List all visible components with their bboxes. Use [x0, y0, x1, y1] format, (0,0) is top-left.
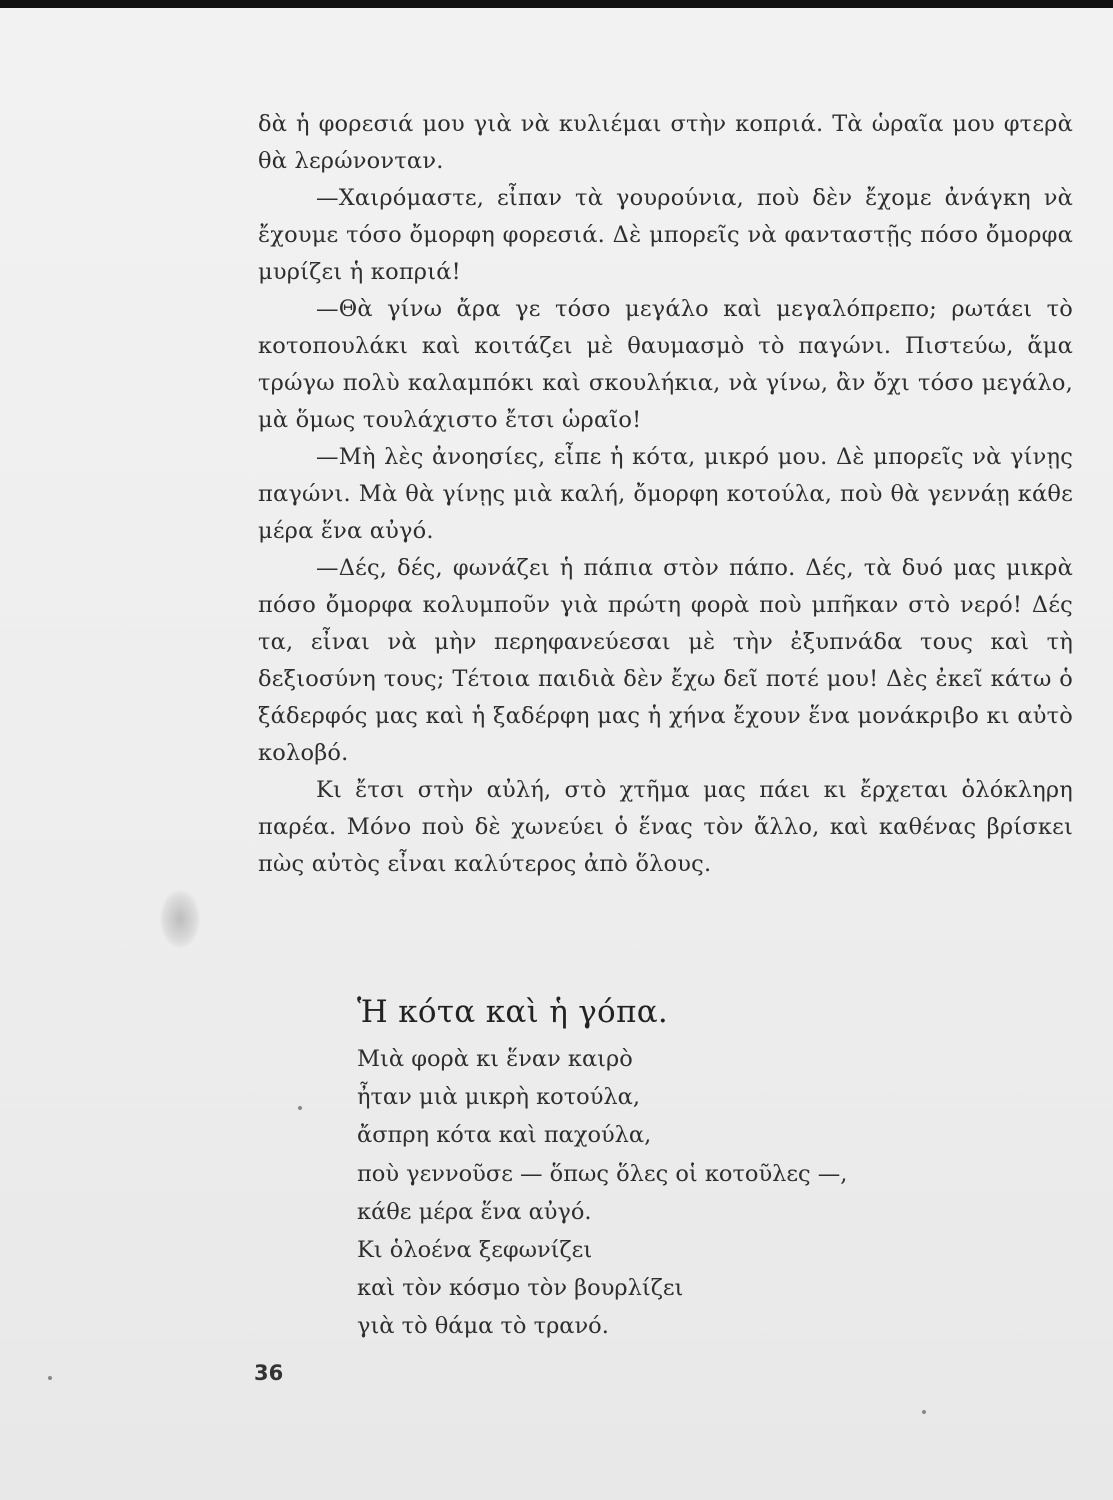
poem-line: ἦταν μιὰ μικρὴ κοτούλα, [357, 1084, 640, 1111]
poem-title: Ἡ κότα καὶ ἡ γόπα. [357, 994, 669, 1030]
paragraph: δὰ ἡ φορεσιά μου γιὰ νὰ κυλιέμαι στὴν κοπριά. Τὰ ὡραῖα μου φτερὰ θὰ λερώνονταν. [258, 111, 1073, 174]
scan-speck [298, 1106, 302, 1110]
poem [357, 1040, 1057, 1346]
prose-text [258, 106, 1073, 883]
poem-line: κάθε μέρα ἕνα αὐγό. [357, 1198, 592, 1225]
poem-line: καὶ τὸν κόσμο τὸν βουρλίζει [357, 1275, 684, 1302]
paragraph: —Δές, δές, φωνάζει ἡ πάπια στὸν πάπο. Δές, τὰ δυό μας μικρὰ πόσο ὄμορφα κολυμποῦν γιὰ πρώτη φορὰ ποὺ μπῆκαν στὸ νερό! Δές τα, εἶναι νὰ μὴν περηφανεύεσαι μὲ τὴν ἐξυπνάδα τους καὶ τὴ δεξιοσύνη τους; Τέτοια παιδιὰ δὲν ἔχω δεῖ ποτέ μου! Δὲς ἐκεῖ κάτω ὁ ξάδερφός μας καὶ ἡ ξαδέρφη μας ἡ χήνα ἔχουν ἕνα μονάκριβο κι αὐτὸ κολοβό. [258, 555, 1073, 766]
paragraph: —Θὰ γίνω ἄρα γε τόσο μεγάλο καὶ μεγαλόπρεπο; ρωτάει τὸ κοτοπουλάκι καὶ κοιτάζει μὲ θαυμασμὸ τὸ παγώνι. Πιστεύω, ἅμα τρώγω πολὺ καλαμπόκι καὶ σκουλήκια, νὰ γίνω, ἂν ὄχι τόσο μεγάλο, μὰ ὅμως τουλάχιστο ἔτσι ὡραῖο! [258, 296, 1073, 433]
scan-top-edge [0, 0, 1113, 8]
paragraph: —Μὴ λὲς ἀνοησίες, εἶπε ἡ κότα, μικρό μου. Δὲ μπορεῖς νὰ γίνῃς παγώνι. Μὰ θὰ γίνῃς μιὰ καλή, ὄμορφη κοτούλα, ποὺ θὰ γεννάῃ κάθε μέρα ἕνα αὐγό. [258, 444, 1073, 544]
poem-line: ἄσπρη κότα καὶ παχούλα, [357, 1122, 652, 1149]
page-smudge [160, 890, 200, 948]
scan-speck [922, 1410, 926, 1414]
poem-line: γιὰ τὸ θάμα τὸ τρανό. [357, 1313, 609, 1340]
poem-line: Κι ὁλοένα ξεφωνίζει [357, 1237, 593, 1264]
paragraph: Κι ἔτσι στὴν αὐλή, στὸ χτῆμα μας πάει κι ἔρχεται ὁλόκληρη παρέα. Μόνο ποὺ δὲ χωνεύει ὁ ἕνας τὸν ἄλλο, καὶ καθένας βρίσκει πὼς αὐτὸς εἶναι καλύτερος ἀπὸ ὅλους. [258, 777, 1073, 877]
page-number: 36 [254, 1361, 284, 1385]
poem-line: ποὺ γεννοῦσε — ὅπως ὅλες οἱ κοτοῦλες —, [357, 1160, 848, 1187]
paragraph: —Χαιρόμαστε, εἶπαν τὰ γουρούνια, ποὺ δὲν ἔχομε ἀνάγκη νὰ ἔχουμε τόσο ὄμορφη φορεσιά. Δὲ μπορεῖς νὰ φανταστῇς πόσο ὄμορφα μυρίζει ἡ κοπριά! [258, 185, 1073, 285]
scan-speck [48, 1376, 52, 1380]
poem-line: Μιὰ φορὰ κι ἕναν καιρὸ [357, 1046, 633, 1072]
